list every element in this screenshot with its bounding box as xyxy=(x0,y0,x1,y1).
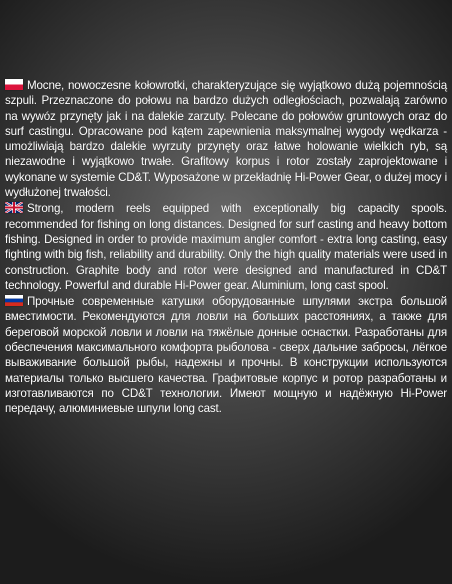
english-description xyxy=(5,201,447,293)
russia-flag-icon xyxy=(5,295,23,306)
polish-description-text: Mocne, nowoczesne kołowrotki, charakteryzujące się wyjątkowo dużą pojemnością szpuli. Przeznaczone do połowu na bardzo dużych odległościach, pozwalają zarówno na wywóz przynęty jak i na dalekie zarzuty. Polecane do połowów gruntowych oraz do surf castingu. Opracowane pod kątem zapewnienia maksymalnej wygody wędkarza - umożliwiają bardzo dalekie wyrzuty przynęty oraz łatwe holowanie wielkich ryb, są niezawodne i wyjątkowo trwałe. Grafitowy korpus i rotor zostały zaprojektowane i wykonane w systemie CD&T. Wyposażone w przekładnię Hi-Power Gear, o dużej mocy i wydłużonej trwałości. xyxy=(5,79,447,200)
uk-flag-icon xyxy=(5,202,23,213)
russian-description xyxy=(5,294,447,416)
english-description-text: Strong, modern reels equipped with exceptionally big capacity spools. recommended for fishing on long distances. Designed for surf casting and heavy bottom fishing. Designed in order to provide maximum angler comfort - extra long casting, easy fighting with big fish, reliability and durability. Only the high quality materials were used in construction. Graphite body and rotor were designed and manufactured in CD&T technology. Powerful and durable Hi-Power gear. Aluminium, long cast spool. xyxy=(5,202,447,292)
polish-description xyxy=(5,78,447,200)
poland-flag-icon xyxy=(5,79,23,90)
russian-description-text: Прочные современные катушки оборудованные шпулями экстра большой вместимости. Рекомендуются для ловли на больших расстояниях, а также для береговой морской ловли и ловли на тяжёлые донные оснастки. Разработаны для обеспечения максимального комфорта рыболова - сверх дальние забросы, лёгкое вываживание большой рыбы, надежны и прочны. В конструкции используются материалы только высшего качества. Графитовые корпус и ротор разработаны и изготавливаются по CD&T технологии. Имеют мощную и надёжную Hi-Power передачу, алюминиевые шпули long cast. xyxy=(5,295,447,416)
